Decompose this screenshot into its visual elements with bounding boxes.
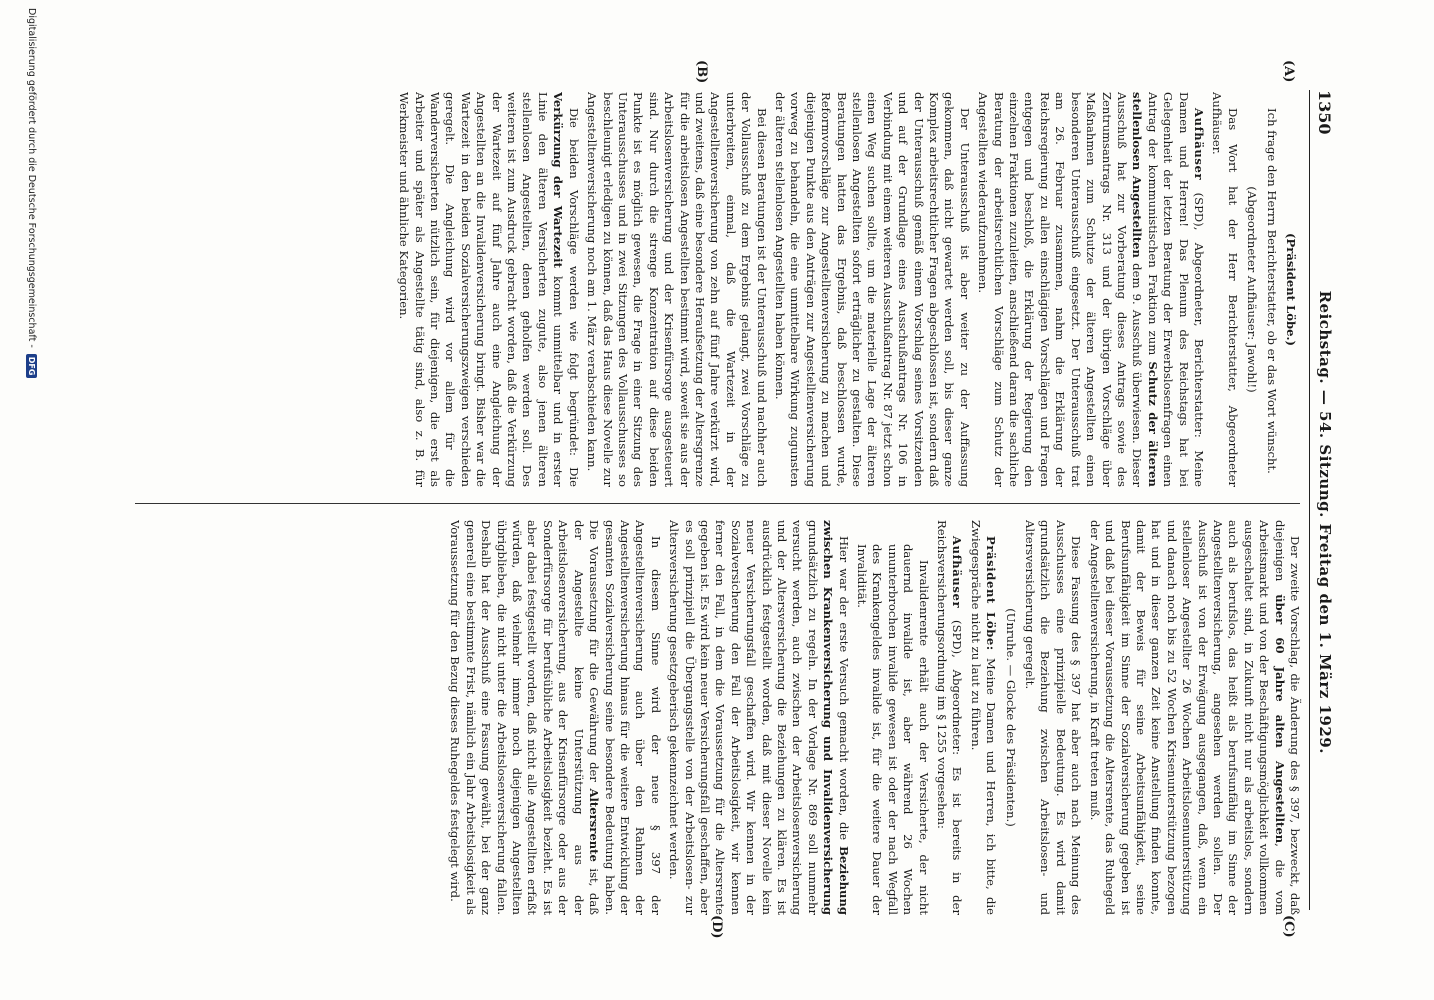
paragraph: Diese Fassung des § 397 hat aber auch nach Meinung des Ausschusses eine prinzipielle Bedeutung. Es wird damit grundsätzlich die Beziehung zwischen Arbeitslosen- und Altersversicherung geregelt. bbox=[1023, 520, 1084, 915]
paragraph: Die beiden Vorschläge werden wie folgt begründet: Die Verkürzung der Wartezeit kommt unmittelbar und in erster Linie den älteren Versicherten zugute, also jenen älteren stellenlosen Angestellten, denen geholfen werden soll. Des weiteren ist zum Ausdruck gebracht worden, daß die Verkürzung der Wartezeit auf fünf Jahre auch eine Angleichung der Angestellten an die Invalidenversicherung bringt. Bisher war die Wartezeit in den beiden Sozialversicherungszweigen verschieden geregelt. Die Angleichung wird vor allem für die Wanderversicherten nützlich sein, für diejenigen, die erst als Arbeiter und später als Angestellte tätig sind, also z. B. für Werkmeister und ähnliche Kategorien. bbox=[397, 92, 581, 487]
paragraph: Ich frage den Herrn Berichterstatter, ob er das Wort wünscht. bbox=[1264, 108, 1279, 474]
page-number: 1350 bbox=[1315, 90, 1335, 135]
margin-marker-d: (D) bbox=[709, 915, 724, 939]
emphasis: Schutz der älteren stellenlosen Angestellten bbox=[1130, 92, 1160, 487]
paragraph: Das Wort hat der Herr Berichterstatter, Abgeordneter Aufhäuser. bbox=[1210, 92, 1240, 487]
right-column bbox=[132, 520, 1302, 915]
president-tag: (Präsident Löbe.) bbox=[1284, 233, 1298, 346]
speaker-name: Aufhäuser bbox=[950, 536, 965, 609]
dfg-logo-icon: DFG bbox=[27, 354, 38, 379]
header-rule bbox=[1309, 90, 1310, 910]
speaker-name: Aufhäuser bbox=[1191, 108, 1206, 181]
emphasis: Verkürzung der Wartezeit bbox=[551, 92, 566, 268]
speaker-name: Präsident Löbe: bbox=[984, 536, 999, 651]
emphasis: Beziehung zwischen Krankenversicherung und Invalidenversicherung bbox=[821, 520, 851, 915]
emphasis: über 60 Jahre alten Angestellten bbox=[1272, 594, 1287, 844]
column-divider bbox=[135, 503, 1300, 504]
page-header bbox=[1312, 90, 1338, 910]
running-title: Reichstag. — 54. Sitzung. Freitag den 1. März 1929. bbox=[1316, 290, 1334, 754]
margin-marker-a: (A) bbox=[1281, 60, 1296, 83]
paragraph: Der Unterausschuß ist aber weiter zu der Auffassung gekommen, daß nicht gewartet werden soll, bis dieser ganze Komplex arbeitsrechtlicher Fragen abgeschlossen ist, sondern daß der Unterausschuß gemäß einem Vorschlag seines Vorsitzenden und auf der Grundlage eines Ausschußantrags Nr. 106 in Verbindung mit einem weiteren Ausschußantrag Nr. 87 jetzt schon einen Weg suchen sollte, um die materielle Lage der älteren stellenlosen Angestellten sofort erträglicher zu gestalten. Diese Beratungen hatten das Ergebnis, daß beschlossen wurde, Reformvorschläge zur Angestelltenversicherung zu machen und diejenigen Punkte aus den Anträgen zur Angestelltenversicherung vorweg zu behandeln, die eine unmittelbare Wirkung zugunsten der älteren stellenlosen Angestellten haben können. bbox=[773, 92, 972, 487]
paragraph: Der zweite Vorschlag, die Änderung des § 397, bezweckt, daß diejenigen über 60 Jahre alten Angestellten, die vom Arbeitsmarkt und von der Beschäftigungsmöglichkeit vollkommen ausgeschaltet sind, in Zukunft nicht nur als arbeitslos, sondern auch als berufslos, das heißt als berufsunfähig im Sinne der Angestelltenversicherung, angesehen werden sollen. Der Ausschuß ist von der Erwägung ausgegangen, daß, wenn ein stellenloser Angestellter 26 Wochen Arbeitslosenunterstützung und danach noch bis zu 52 Wochen Krisenunterstützung bezogen hat und in dieser ganzen Zeit keine Anstellung finden konnte, damit der Beweis für seine Arbeitsunfähigkeit, seine Berufsunfähigkeit im Sinne der Sozialversicherung gegeben ist und daß bei dieser Voraussetzung die Altersrente, das Ruhegeld der Angestelltenversicherung, in Kraft treten muß. bbox=[1087, 520, 1302, 915]
stage-direction: (Unruhe. — Glocke des Präsidenten.) bbox=[1003, 608, 1018, 827]
margin-marker-c: (C) bbox=[1281, 915, 1296, 938]
paragraph: Hier war der erste Versuch gemacht worden, die Beziehung zwischen Krankenversicherung und Invalidenversicherung grundsätzlich zu regeln. In der Vorlage Nr. 869 soll nunmehr versucht werden, auch zwischen der Arbeitslosenversicherung und der Altersversicherung die Beziehungen zu klären. Es ist ausdrücklich festgestellt worden, daß mit dieser Novelle kein neuer Versicherungsfall geschaffen wird. Wir kennen in der Sozialversicherung den Fall der Arbeitslosigkeit, wir kennen ferner den Fall, in dem die Voraussetzung für die Altersrente gegeben ist. Es wird kein neuer Versicherungsfall geschaffen, aber es soll prinzipiell die Übergangsstelle von der Arbeitslosen- zur Altersversicherung gesetzgeberisch gekennzeichnet werden. bbox=[667, 520, 851, 915]
stage-direction: (Abgeordneter Aufhäuser: Jawohl!) bbox=[1245, 186, 1260, 393]
paragraph: Bei diesen Beratungen ist der Unterausschuß und nachher auch der Vollausschuß zu dem Ergebnis gelangt, zwei Vorschläge zu unterbreiten, einmal, daß die Wartezeit in der Angestelltenversicherung von zehn auf fünf Jahre verkürzt wird, und zweitens, daß eine besondere Heraufsetzung der Altersgrenze für die arbeitslosen Angestellten bestimmt wird, soweit sie aus der Arbeitslosenversicherung und der Krisenfürsorge ausgesteuert sind. Nur durch die strenge Konzentration auf diese beiden Punkte ist es möglich gewesen, die Frage in einer Sitzung des Unterausschusses und in zwei Sitzungen des Vollausschusses so beschleunigt erledigen zu können, daß das Haus diese Novelle zur Angestelltenversicherung noch am 1. März verabschieden kann. bbox=[585, 92, 769, 487]
digitization-footer bbox=[12, 0, 52, 1000]
emphasis: Altersrente bbox=[587, 788, 602, 862]
left-column bbox=[132, 92, 1302, 487]
margin-marker-b: (B) bbox=[694, 60, 709, 84]
speech-paragraph: Aufhäuser (SPD), Abgeordneter, Berichterstatter: Meine Damen und Herren! Das Plenum des Reichstags hat bei Gelegenheit der letzten Beratung der Erwerbslosenfragen einen Antrag der kommunistischen Fraktion zum Schutz der älteren stellenlosen Angestellten dem 9. Ausschuß überwiesen. Dieser Ausschuß hat zur Vorberatung dieses Antrags sowie des Zentrumsantrags Nr. 313 und der übrigen Vorschläge über Maßnahmen zum Schutze der älteren Angestellten einen besonderen Unterausschuß eingesetzt. Der Unterausschuß trat am 26. Februar zusammen, nahm die Erklärung der Reichsregierung zu allen einschlägigen Vorschlägen und Fragen entgegen und beschloß, die Erklärung der Regierung den einzelnen Fraktionen zuzuleiten, anschließend daran die sachliche Beratung der arbeitsrechtlichen Vorschläge zum Schutz der Angestellten wiederaufzunehmen. bbox=[976, 92, 1206, 487]
speech-paragraph: Präsident Löbe: Meine Damen und Herren, ich bitte, die Zwiegespräche nicht zu laut zu führen. bbox=[968, 520, 999, 915]
digitization-credit: Digitalisierung gefördert durch die Deutsche Forschungsgemeinschaft - bbox=[26, 8, 38, 348]
speech-paragraph: Aufhäuser (SPD), Abgeordneter: Es ist bereits in der Reichsversicherungsordnung im § 1255 vorgesehen: bbox=[935, 520, 965, 915]
block-quote: Invalidenrente erhält auch der Versicherte, der nicht dauernd invalide ist, aber während 26 Wochen ununterbrochen invalide gewesen ist oder der nach Wegfall des Krankengeldes invalide ist, für die weitere Dauer der Invalidität. bbox=[855, 544, 931, 915]
paragraph: In diesem Sinne wird der neue § 397 der Angestelltenversicherung auch über den Rahmen der Angestelltenversicherung hinaus für die weitere Entwicklung der gesamten Sozialversicherung seine besondere Bedeutung haben. Die Voraussetzung für die Gewährung der Altersrente ist, daß der Angestellte keine Unterstützung aus der Arbeitslosenversicherung, aus der Krisenfürsorge oder aus der Sonderfürsorge für berufsübliche Arbeitslosigkeit bezieht. Es ist aber dabei festgestellt worden, daß nicht alle Angestellten erfaßt würden, daß vielmehr immer noch diejenigen Angestellten übrigblieben, die nicht unter die Arbeitslosenversicherung fallen. Deshalb hat der Ausschuß eine Fassung gewählt, bei der ganz generell eine bestimmte Frist, nämlich ein Jahr Arbeitslosigkeit als Voraussetzung für den Bezug dieses Ruhegeldes festgelegt wird. bbox=[448, 520, 663, 915]
